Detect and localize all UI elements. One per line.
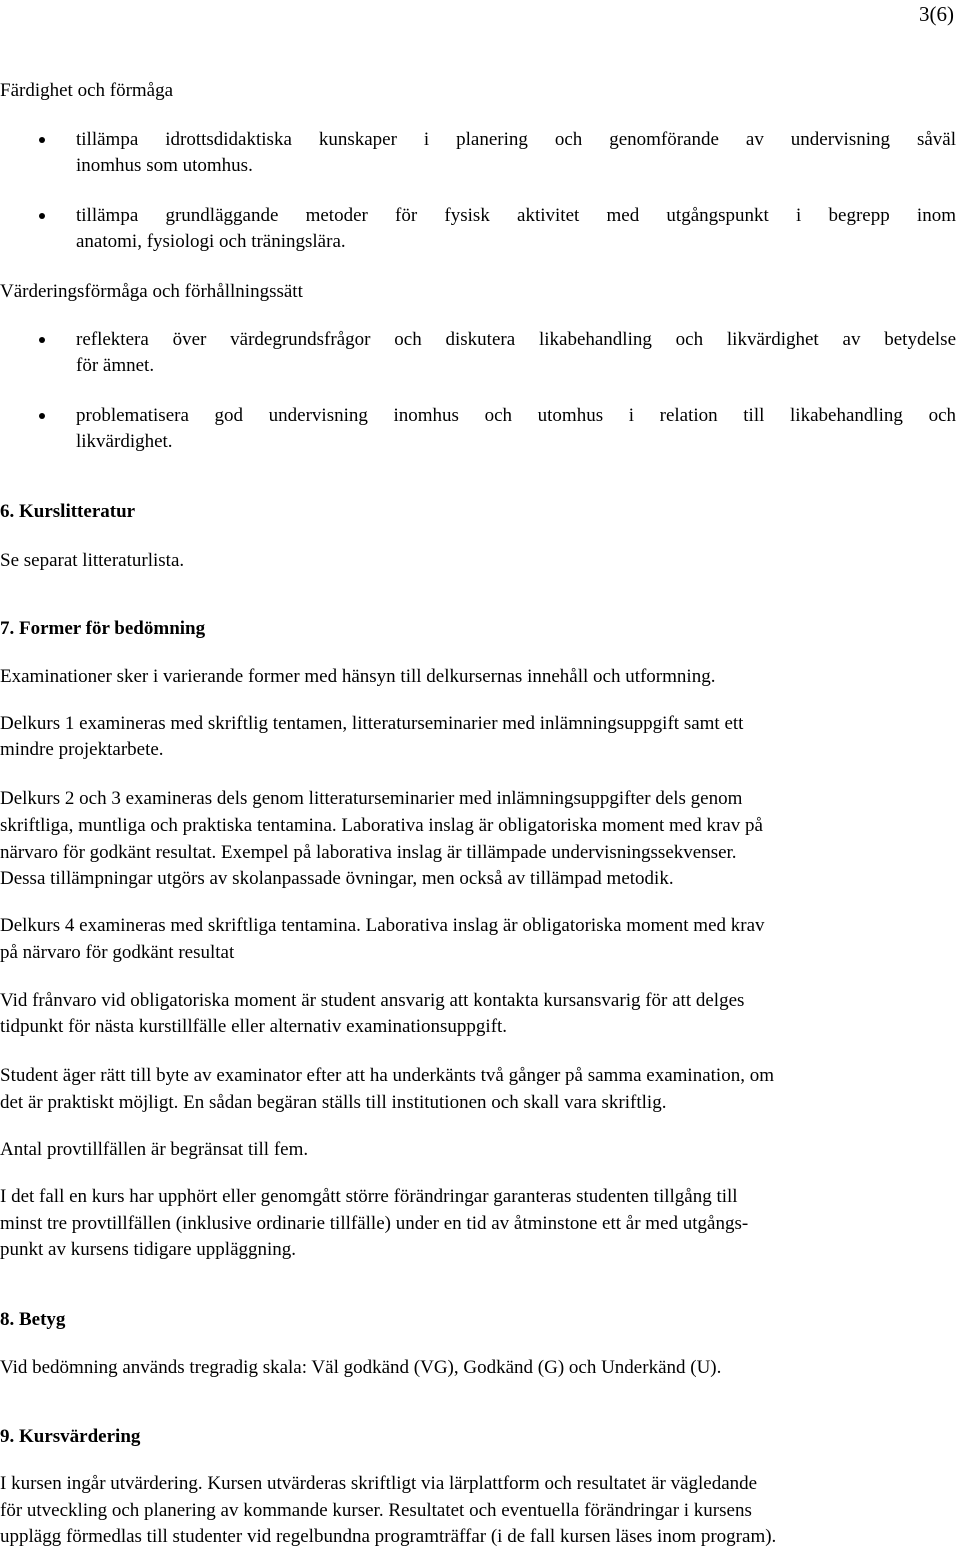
section-heading-values: Värderingsförmåga och förhållningssätt — [0, 281, 303, 302]
paragraph-line: Examinationer sker i varierande former med hänsyn till delkursernas innehåll och utformning. — [0, 666, 716, 687]
bullet-icon — [39, 213, 45, 219]
bullet-icon — [39, 137, 45, 143]
paragraph-line: Delkurs 4 examineras med skriftliga tentamina. Laborativa inslag är obligatoriska moment med krav — [0, 915, 765, 936]
paragraph-line: Vid bedömning används tregradig skala: Väl godkänd (VG), Godkänd (G) och Underkänd (U). — [0, 1357, 722, 1378]
paragraph-line: I det fall en kurs har upphört eller genomgått större förändringar garanteras studenten tillgång till — [0, 1186, 738, 1207]
paragraph-line: minst tre provtillfällen (inklusive ordinarie tillfälle) under en tid av åtminstone ett år med utgångs- — [0, 1213, 749, 1234]
paragraph-line: det är praktiskt möjligt. En sådan begäran ställs till institutionen och skall vara skriftlig. — [0, 1092, 667, 1113]
paragraph-line: Vid frånvaro vid obligatoriska moment är student ansvarig att kontakta kursansvarig för att delges — [0, 990, 745, 1011]
bullet-icon — [39, 413, 45, 419]
paragraph-line: närvaro för godkänt resultat. Exempel på laborativa inslag är tillämpade undervisningssekvenser. — [0, 842, 737, 863]
list-item-continuation: för ämnet. — [76, 355, 155, 376]
paragraph-line: på närvaro för godkänt resultat — [0, 942, 235, 963]
list-item: problematisera god undervisning inomhus och utomhus i relation till likabehandling och — [76, 405, 956, 426]
list-item-continuation: likvärdighet. — [76, 431, 173, 452]
section-heading-grades: 8. Betyg — [0, 1309, 66, 1330]
paragraph-line: Antal provtillfällen är begränsat till fem. — [0, 1139, 309, 1160]
section-heading-assessment: 7. Former för bedömning — [0, 618, 206, 639]
paragraph-line: för utveckling och planering av kommande kurser. Resultatet och eventuella förändringar i kursens — [0, 1500, 752, 1521]
list-item: reflektera över värdegrundsfrågor och diskutera likabehandling och likvärdighet av betydelse — [76, 329, 956, 350]
list-item: tillämpa idrottsdidaktiska kunskaper i planering och genomförande av undervisning såväl — [76, 129, 956, 150]
list-item-continuation: inomhus som utomhus. — [76, 155, 253, 176]
section-heading-evaluation: 9. Kursvärdering — [0, 1426, 141, 1447]
bullet-icon — [39, 337, 45, 343]
section-heading-skills: Färdighet och förmåga — [0, 80, 174, 101]
paragraph-line: mindre projektarbete. — [0, 739, 164, 760]
paragraph-line: Dessa tillämpningar utgörs av skolanpassade övningar, men också av tillämpad metodik. — [0, 868, 674, 889]
paragraph-line: Delkurs 2 och 3 examineras dels genom litteraturseminarier med inlämningsuppgifter dels genom — [0, 788, 743, 809]
paragraph-line: Student äger rätt till byte av examinator efter att ha underkänts två gånger på samma examination, om — [0, 1065, 774, 1086]
list-item-continuation: anatomi, fysiologi och träningslära. — [76, 231, 346, 252]
paragraph-line: I kursen ingår utvärdering. Kursen utvärderas skriftligt via lärplattform och resultatet är vägledande — [0, 1473, 758, 1494]
page-number: 3(6) — [919, 2, 954, 26]
paragraph-line: Delkurs 1 examineras med skriftlig tentamen, litteraturseminarier med inlämningsuppgift samt ett — [0, 713, 744, 734]
paragraph-line: upplägg förmedlas till studenter vid regelbundna programträffar (i de fall kursen läses inom program). — [0, 1526, 777, 1547]
paragraph-line: tidpunkt för nästa kurstillfälle eller alternativ examinationsuppgift. — [0, 1016, 508, 1037]
paragraph-line: punkt av kursens tidigare uppläggning. — [0, 1239, 297, 1260]
paragraph-line: Se separat litteraturlista. — [0, 550, 185, 571]
section-heading-literature: 6. Kurslitteratur — [0, 501, 136, 522]
list-item: tillämpa grundläggande metoder för fysisk aktivitet med utgångspunkt i begrepp inom — [76, 205, 956, 226]
paragraph-line: skriftliga, muntliga och praktiska tentamina. Laborativa inslag är obligatoriska moment med krav på — [0, 815, 763, 836]
